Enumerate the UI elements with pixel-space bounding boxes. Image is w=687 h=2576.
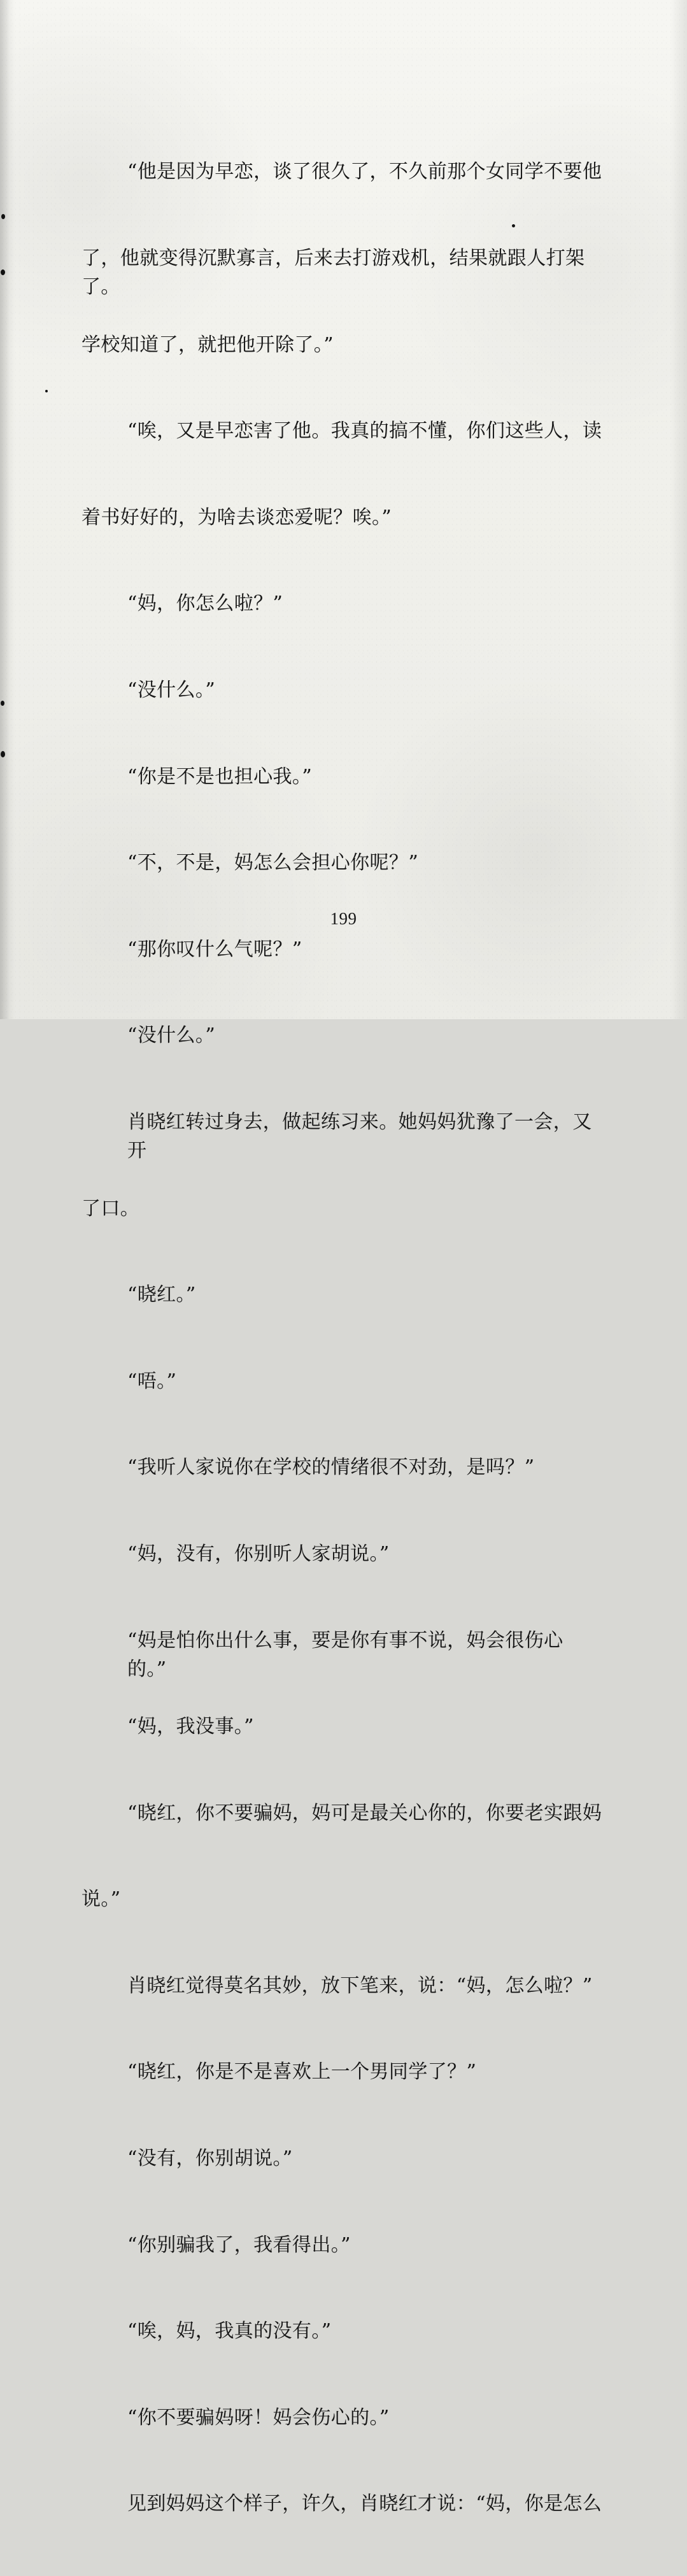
scan-speck [1,701,4,706]
text-line: 了口。 [81,1197,140,1220]
text-line: “你别骗我了，我看得出。” [127,2233,351,2256]
text-line: “妈，我没事。” [127,1715,254,1738]
scan-speck [45,390,48,392]
text-line: “没有，你别胡说。” [127,2147,293,2170]
text-line: “你是不是也担心我。” [127,765,313,788]
page-number: 199 [330,909,357,928]
text-line: “妈，你怎么啦？” [127,592,283,615]
text-line: “唔。” [127,1370,177,1392]
text-line: “妈，没有，你别听人家胡说。” [127,1542,390,1565]
text-line: “你不要骗妈呀！妈会伤心的。” [127,2406,390,2429]
scan-speck [1,269,5,275]
text-line: “没什么。” [127,1024,216,1047]
page-body-text [81,100,602,2576]
text-line: “晓红，你不要骗妈，妈可是最关心你的，你要老实跟妈 [127,1801,602,1824]
left-scan-edge-shadow [0,0,15,1019]
scan-speck [1,214,5,219]
text-line: 学校知道了，就把他开除了。” [81,333,334,356]
text-line: 着书好好的，为啥去谈恋爱呢？唉。” [81,506,392,529]
text-line: “不，不是，妈怎么会担心你呢？” [127,852,419,875]
text-line: “没什么。” [127,678,216,701]
text-line: “那你叹什么气呢？” [127,938,302,961]
text-line: 说。” [81,1888,121,1911]
text-line: 肖晓红转过身去，做起练习来。她妈妈犹豫了一会，又开 [127,1110,592,1163]
text-line: “他是因为早恋，谈了很久了，不久前那个女同学不要他 [127,161,602,183]
scan-speck [1,751,5,757]
text-line: “唉，妈，我真的没有。” [127,2320,332,2343]
text-line: “唉，又是早恋害了他。我真的搞不懂，你们这些人，读 [127,420,602,443]
text-line: “晓红。” [127,1284,196,1306]
text-line: 了，他就变得沉默寡言，后来去打游戏机，结果就跟人打架了。 [81,247,585,299]
text-line: “我听人家说你在学校的情绪很不对劲，是吗？” [127,1456,535,1479]
text-line: 肖晓红觉得莫名其妙，放下笔来，说：“妈，怎么啦？” [127,1974,593,1997]
text-line: 见到妈妈这个样子，许久，肖晓红才说：“妈，你是怎么 [127,2493,602,2515]
text-line: “妈是怕你出什么事，要是你有事不说，妈会很伤心的。” [127,1629,563,1680]
text-line: “晓红，你是不是喜欢上一个男同学了？” [127,2061,477,2084]
